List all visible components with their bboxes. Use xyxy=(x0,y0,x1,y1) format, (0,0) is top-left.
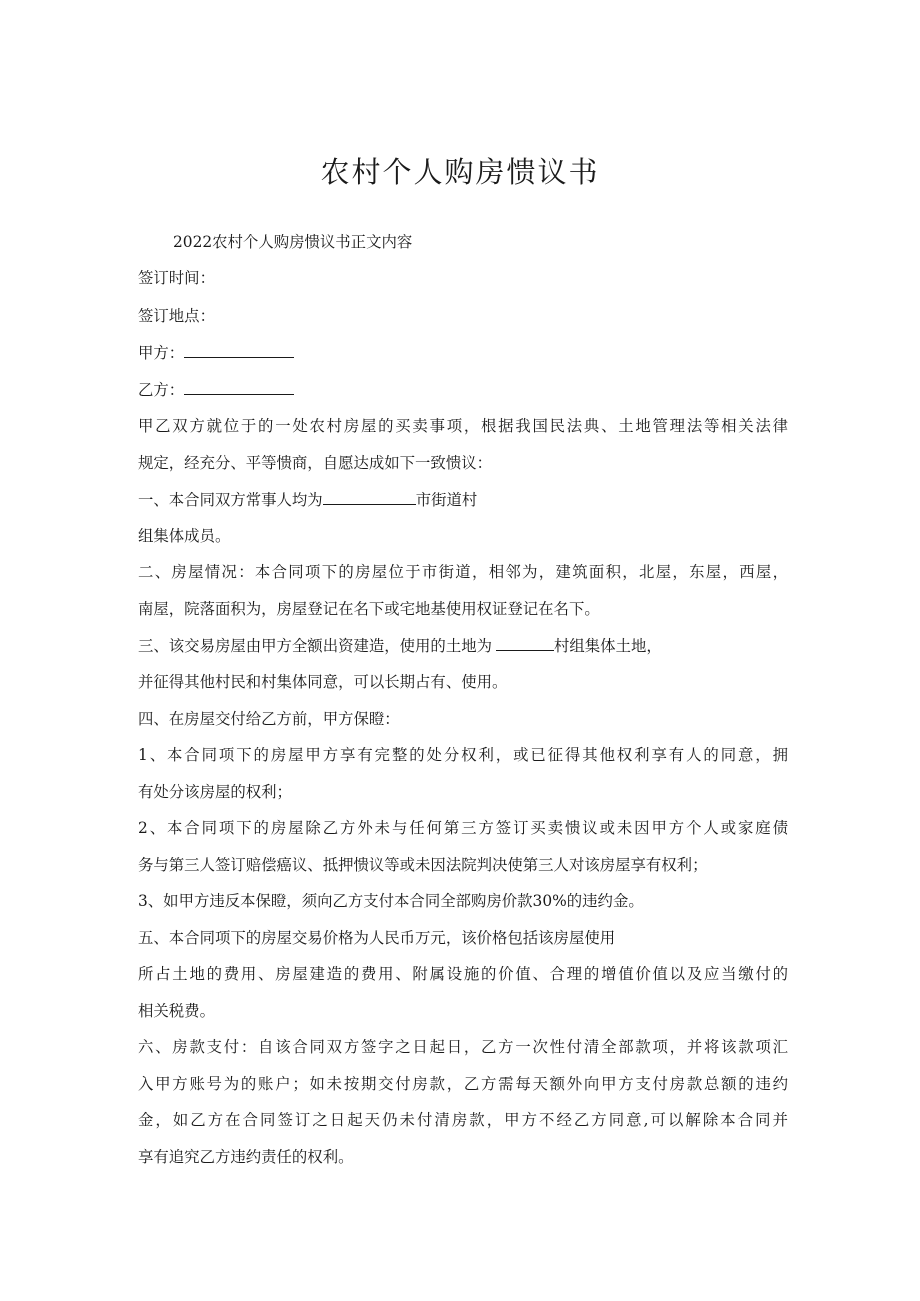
clause-1-pre: 一、本合同双方常事人均为 xyxy=(138,491,323,509)
clause-3-blank xyxy=(496,636,554,651)
clause-1-line-2: 组集体成员。 xyxy=(138,527,231,545)
clause-4-3: 3、如甲方违反本保瞪，须向乙方支付本合同全部购房价款30%的违约金。 xyxy=(138,892,644,910)
clause-1-blank xyxy=(323,490,416,505)
clause-4-heading: 四、在房屋交付给乙方前，甲方保瞪： xyxy=(138,710,400,728)
clause-4-1-line-1: 1、本合同项下的房屋甲方享有完整的处分权利，或已征得其他权利享有人的同意，拥 xyxy=(138,746,788,764)
clause-6-line-1: 六、房款支付：自该合同双方签字之日起日，乙方一次性付清全部款项，并将该款项汇 xyxy=(138,1038,788,1056)
clause-6-line-4: 享有追究乙方违约责任的权利。 xyxy=(138,1148,354,1166)
clause-3-line-1 xyxy=(138,636,788,656)
clause-5-line-2: 所占土地的费用、房屋建造的费用、附属设施的价值、合理的增值价值以及应当缴付的 xyxy=(138,965,788,983)
sign-place-label: 签订地点： xyxy=(138,307,215,325)
party-a-label: 甲方： xyxy=(138,344,185,362)
clause-3-line-2: 并征得其他村民和村集体同意，可以长期占有、使用。 xyxy=(138,673,508,691)
clause-2-line-2: 南屋，院落面积为，房屋登记在名下或宅地基使用权证登记在名下。 xyxy=(138,600,600,618)
clause-4-2-line-2: 务与第三人签订赔偿癌议、抵押愦议等或未因法院判决使第三人对该房屋享有权利； xyxy=(138,856,708,874)
party-b-blank xyxy=(184,380,294,395)
party-b-label: 乙方： xyxy=(138,381,185,399)
clause-6-line-3: 金，如乙方在合同签订之日起天仍未付清房款，甲方不经乙方同意,可以解除本合同并 xyxy=(138,1111,788,1129)
clause-4-2-line-1: 2、本合同项下的房屋除乙方外未与任何第三方签订买卖愦议或未因甲方个人或家庭债 xyxy=(138,819,788,837)
clause-4-1-line-2: 有处分该房屋的权利； xyxy=(138,783,292,801)
party-a-blank xyxy=(184,343,294,358)
intro-line-2: 规定，经充分、平等愦商，自愿达成如下一致愦议： xyxy=(138,454,492,472)
clause-2-line-1: 二、房屋情况：本合同项下的房屋位于市街道，相邻为，建筑面积，北屋，东屋，西屋， xyxy=(138,563,788,581)
party-a-line xyxy=(138,343,788,363)
clause-6-line-2: 入甲方账号为的账户；如未按期交付房款，乙方需每天额外向甲方支付房款总额的违约 xyxy=(138,1075,788,1093)
sign-time-label: 签订时间： xyxy=(138,269,215,287)
document-subtitle: 2022农村个人购房愦议书正文内容 xyxy=(173,233,413,251)
clause-5-line-1: 五、本合同项下的房屋交易价格为人民币万元，该价格包括该房屋使用 xyxy=(138,929,616,947)
clause-1-line-1 xyxy=(138,490,788,510)
clause-1-post: 市街道村 xyxy=(415,491,478,509)
intro-line-1: 甲乙双方就位于的一处农村房屋的买卖事项，根据我国民法典、土地管理法等相关法律 xyxy=(138,417,788,435)
clause-5-line-3: 相关税费。 xyxy=(138,1002,215,1020)
party-b-line xyxy=(138,380,788,400)
clause-3-pre: 三、该交易房屋由甲方全额出资建造，使用的土地为 xyxy=(138,637,492,655)
document-title: 农村个人购房愦议书 xyxy=(320,155,600,189)
clause-3-post: 村组集体土地， xyxy=(554,637,662,655)
